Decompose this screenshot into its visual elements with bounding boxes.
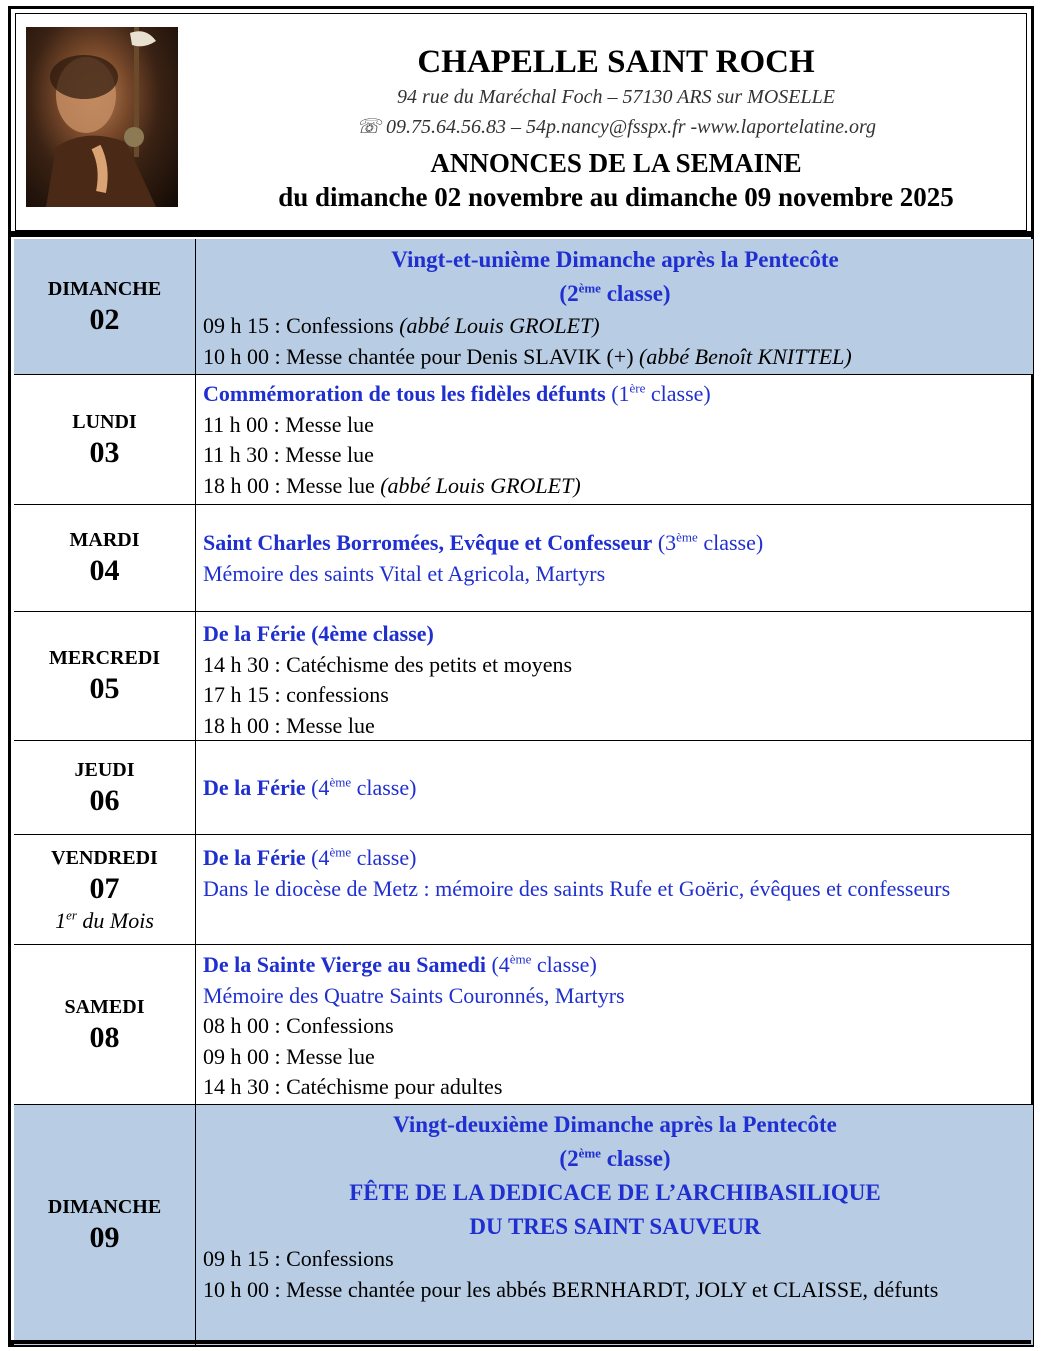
memoire-line: Dans le diocèse de Metz : mémoire des saints Rufe et Goëric, évêques et confesseurs [203,875,951,901]
schedule-line: 11 h 00 : Messe lue [203,411,374,437]
saint-roch-portrait [26,27,178,207]
day-name: LUNDI [72,410,137,433]
day-row [14,835,1033,945]
day-row [14,741,1033,835]
schedule-line: 14 h 30 : Catéchisme des petits et moyens [203,651,573,677]
schedule-line: 08 h 00 : Confessions [203,1013,394,1038]
schedule-line: 09 h 15 : Confessions [203,1246,394,1271]
day-row [14,612,1033,741]
day-number: 07 [89,871,120,905]
header [15,13,1027,231]
feast-line: Saint Charles Borromées, Evêque et Confesseur (3ème classe) [203,529,764,555]
dedication-feast-line-1: FÊTE DE LA DEDICACE DE L’ARCHIBASILIQUE [349,1180,881,1205]
memoire-line: Mémoire des Quatre Saints Couronnés, Martyrs [203,982,625,1008]
address: 94 rue du Maréchal Foch – 57130 ARS sur MOSELLE [397,86,835,108]
schedule-line: 11 h 30 : Messe lue [203,442,374,467]
day-number: 04 [89,554,120,587]
schedule-line: 10 h 00 : Messe chantée pour Denis SLAVIK (+) (abbé Benoît KNITTEL) [203,343,852,369]
day-name: DIMANCHE [47,277,162,300]
footer-divider [11,1340,1031,1344]
feast-line: De la Férie (4ème classe) [203,844,417,870]
first-friday-note: 1er du Mois [55,907,154,933]
contact-line: ☏ 09.75.64.56.83 – 54p.nancy@fsspx.fr -www.laportelatine.org [355,116,877,138]
day-name: MARDI [69,529,140,551]
feast-line: Commémoration de tous les fidèles défunts (1ère classe) [203,380,711,406]
feast-title: Vingt-deuxième Dimanche après la Pentecôte [393,1112,837,1137]
feast-line: De la Férie (4ème classe) [203,774,417,800]
feast-class: (2ème classe) [559,280,671,306]
chapel-title: CHAPELLE SAINT ROCH [417,44,815,80]
day-row [14,945,1033,1105]
page-frame [8,6,1034,1347]
date-range: du dimanche 02 novembre au dimanche 09 novembre 2025 [278,182,954,212]
day-row [14,239,1033,375]
day-number: 02 [89,302,120,336]
schedule-line: 14 h 30 : Catéchisme pour adultes [203,1074,503,1099]
day-row [14,505,1033,612]
day-name: JEUDI [74,758,135,781]
day-number: 05 [89,672,120,705]
schedule-line: 09 h 15 : Confessions (abbé Louis GROLET) [203,313,600,338]
day-name: SAMEDI [64,995,145,1018]
day-name: VENDREDI [51,846,158,869]
feast-line: De la Férie (4ème classe) [203,621,434,646]
day-row [14,375,1033,505]
schedule-line: 10 h 00 : Messe chantée pour les abbés BERNHARDT, JOLY et CLAISSE, défunts [203,1276,939,1302]
memoire-line: Mémoire des saints Vital et Agricola, Martyrs [203,560,606,586]
dedication-feast-line-2: DU TRES SAINT SAUVEUR [469,1214,761,1239]
feast-class: (2ème classe) [559,1145,671,1171]
day-number: 03 [89,435,120,469]
schedule-line: 17 h 15 : confessions [203,682,389,707]
feast-line: De la Sainte Vierge au Samedi (4ème classe) [203,951,597,977]
day-row [14,1105,1033,1345]
day-name: DIMANCHE [47,1196,162,1218]
feast-title: Vingt-et-unième Dimanche après la Pentecôte [391,247,839,272]
header-divider [11,231,1031,237]
announcements-heading: ANNONCES DE LA SEMAINE [430,148,802,178]
schedule-line: 09 h 00 : Messe lue [203,1043,375,1069]
schedule-line: 18 h 00 : Messe lue [203,712,375,738]
day-number: 06 [89,783,120,817]
day-name: MERCREDI [48,647,161,669]
day-number: 08 [89,1020,120,1054]
schedule-line: 18 h 00 : Messe lue (abbé Louis GROLET) [203,472,581,498]
day-number: 09 [89,1221,120,1254]
